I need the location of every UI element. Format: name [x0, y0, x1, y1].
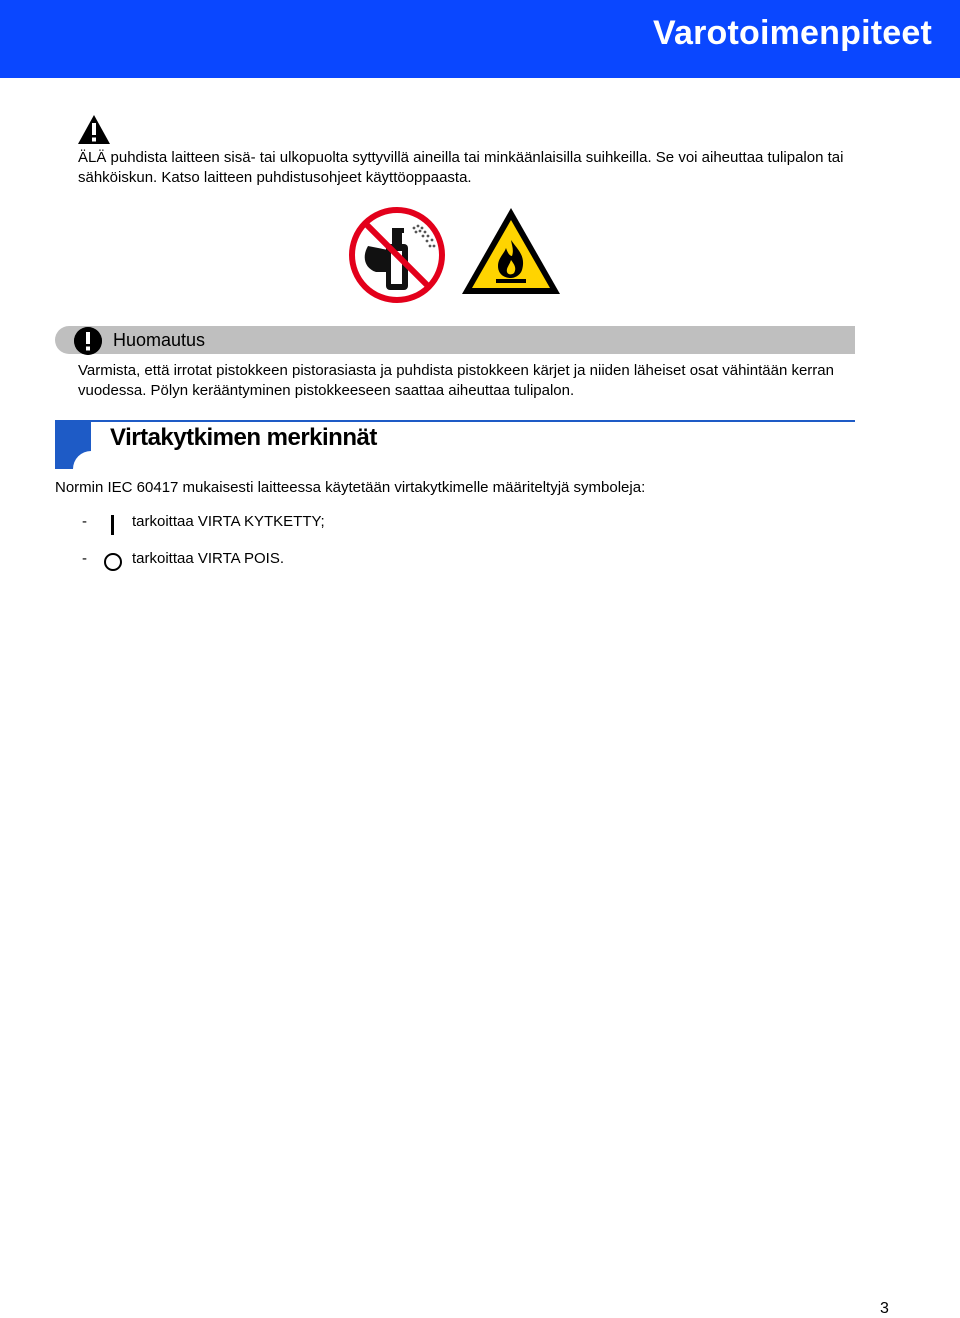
note-text: Varmista, että irrotat pistokkeen pistorasiasta ja puhdista pistokkeen kärjet ja niiden läheiset osat vähintään kerran vuodessa. Pölyn kerääntyminen pistokkeeseen saattaa aiheuttaa tulipalon.: [78, 362, 834, 399]
page-title: Varotoimenpiteet: [652, 14, 932, 52]
page-number: 3: [880, 1300, 889, 1317]
power-off-circle-icon: [102, 549, 124, 571]
warning-triangle-icon: [77, 114, 111, 145]
exclamation-icon: [74, 327, 102, 355]
section-intro: Normin IEC 60417 mukaisesti laitteessa käytetään virtakytkimelle määriteltyjä symboleja:: [55, 479, 646, 496]
warning-text: ÄLÄ puhdista laitteen sisä- tai ulkopuolta syttyvillä aineilla tai minkäänlaisilla suihkeilla. Se voi aiheuttaa tulipalon tai sähköiskun. Katso laitteen puhdistusohjeet käyttöoppaasta.: [78, 149, 844, 186]
section-tab-marker: [55, 420, 91, 469]
section-rule: [91, 420, 855, 422]
list-dash: -: [82, 513, 87, 530]
power-on-bar-icon: [102, 512, 124, 534]
list-dash: -: [82, 550, 87, 567]
symbol-description: tarkoittaa VIRTA POIS.: [132, 550, 285, 567]
no-spray-icon: [348, 206, 446, 304]
header-bar: [0, 0, 960, 78]
note-title: Huomautus: [113, 330, 206, 350]
symbol-description: tarkoittaa VIRTA KYTKETTY;: [132, 513, 325, 530]
section-heading: Virtakytkimen merkinnät: [110, 424, 377, 451]
flammable-warning-icon: [460, 206, 562, 296]
